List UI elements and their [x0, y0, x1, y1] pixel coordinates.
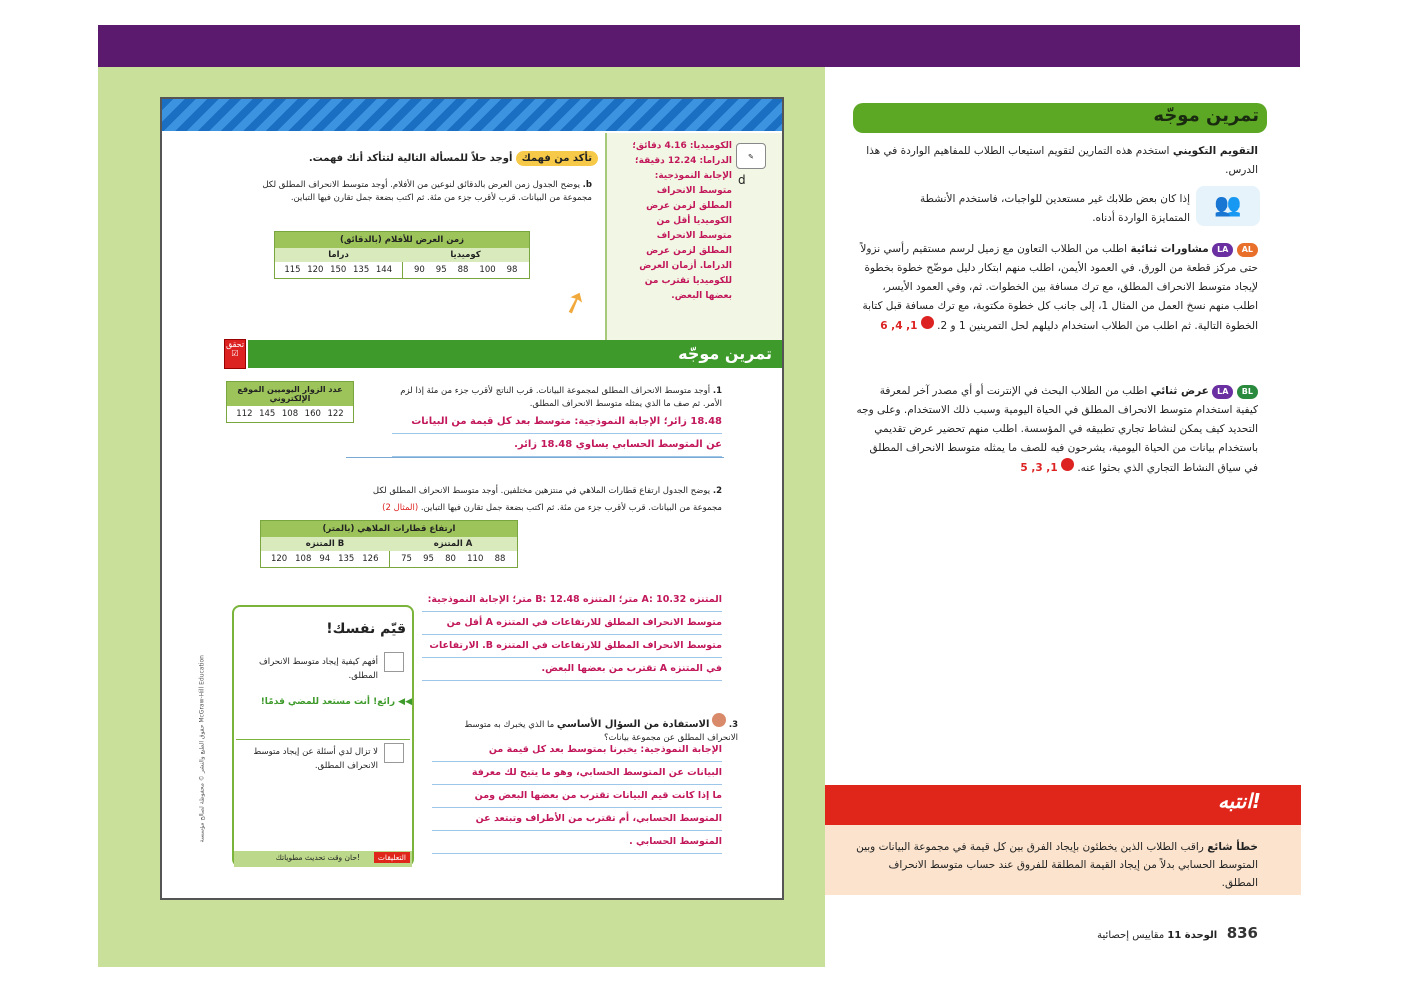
exercise-icon	[1061, 458, 1074, 471]
side-answer	[612, 139, 732, 304]
foldables-text: حان وقت تحديث مطوياتك!	[275, 853, 360, 862]
unit-title: مقاييس إحصائية	[1097, 930, 1165, 941]
q1-text: أوجد متوسط الانحراف المطلق لمجموعة البيانات. قرب الناتج لأقرب جزء من مئة إذا لزم الأمر. ثم صف ما الذي يمثله متوسط الانحراف المطلق.	[400, 386, 722, 409]
park-a-value: 95	[423, 554, 434, 564]
ready-arrow-icon: ◀◀	[398, 697, 412, 707]
pair-share-label: مشاورات ثنائية	[1130, 243, 1209, 255]
side-answer-line: المطلق لزمن عرض	[646, 201, 732, 211]
self-rate-ready-text: رائع! أنت مستعد للمضي قدمًا!	[260, 697, 396, 707]
q3-text: ما الذي يخبرك به متوسط الانحراف المطلق عن مجموعة بيانات؟	[464, 720, 738, 743]
q2-number: 2.	[712, 486, 722, 496]
pair-present	[856, 382, 1258, 478]
comedy-value: 95	[435, 265, 447, 275]
q3-answer-line: المتوسط الحسابي، أم تقترب من الأطراف وتبتعد عن	[432, 808, 722, 831]
comedy-value: 88	[457, 265, 469, 275]
col-comedy: كوميديا	[450, 250, 481, 260]
q2-answer-line: متوسط الانحراف المطلق للارتفاعات في المتنزه B. الارتفاعات	[422, 635, 722, 658]
comedy-value: 98	[506, 265, 518, 275]
self-rate-divider	[236, 739, 410, 740]
side-answer-line: الدراما. أزمان العرض	[639, 261, 732, 271]
divider	[346, 457, 724, 458]
q3-answer	[432, 739, 722, 854]
visitors-value: 160	[304, 409, 321, 419]
try-it-part-b	[242, 179, 592, 205]
common-error	[856, 838, 1258, 892]
drama-value: 135	[353, 265, 370, 275]
header-stripe	[162, 99, 782, 131]
drama-value: 120	[307, 265, 324, 275]
arrow-icon: ➚	[556, 281, 593, 324]
q2-answer-line: في المتنزه A تقترب من بعضها البعض.	[422, 658, 722, 681]
drama-value: 115	[284, 265, 301, 275]
essential-question-icon	[712, 713, 726, 727]
self-rate-option-2: لا تزال لدي أسئلة عن إيجاد متوسط الانحراف المطلق.	[253, 747, 378, 771]
question-1	[392, 385, 722, 411]
pair-present-exercises: 1, 3, 5	[1020, 462, 1058, 474]
park-a-value: 75	[401, 554, 412, 564]
badge-la: LA	[1212, 243, 1233, 257]
q3-number: 3.	[728, 720, 738, 730]
self-rate-checkbox-1[interactable]	[384, 652, 404, 672]
col-park-a: المتنزه A	[433, 539, 473, 549]
notes-icon: ✎	[736, 143, 766, 169]
guided-practice-title	[248, 340, 784, 368]
visitors-value: 112	[236, 409, 253, 419]
park-a-value: 80	[445, 554, 456, 564]
self-rate-box	[232, 605, 414, 867]
group-people-icon: 👥	[1196, 186, 1260, 226]
q2-answer-line: متوسط الانحراف المطلق للارتفاعات في المتنزه A أقل من	[422, 612, 722, 635]
part-b-label: b.	[582, 180, 592, 190]
side-answer-line: الكوميديا: 4.16 دقائق؛	[632, 141, 732, 151]
park-b-value: 108	[295, 554, 312, 564]
pair-share-text: اطلب من الطلاب التعاون مع زميل لرسم مستقيم رأسي نزولاً حتى مركز قطعة من الورق. في العمود الأيمن، اطلب منهم ابتكار دليل موضّح خطوة بخطوة لإيجاد متوسط الانحراف المطلق، مع ترك مسافة بين الخطوات. ثم، وفي العمود الأيسر، اطلب منهم نسخ العمل من المثال 1، إلى جانب كل خطوة مكتوبة، مع ترك مسافة قبل كتابة الخطوة التالية. ثم اطلب من الطلاب استخدام دليلهم لحل التمرينين 1 و 2.	[860, 243, 1258, 332]
pair-present-text: اطلب من الطلاب البحث في الإنترنت أو أي مصدر آخر لمعرفة كيفية استخدام متوسط الانحراف المطلق في الحياة اليومية وسبب ذلك الاستخدام. وعلى وجه التحديد كيف يمكن لنشاط تجاري تطبيقه في المؤسسة. اطلب منهم تحضير عرض تقديمي باستخدام بيانات من الحياة اليومية، يشرحون فيه للصف ما يمثله متوسط الانحراف المطلق في سياق النشاط التجاري الذي بحثوا عنه.	[856, 385, 1258, 474]
side-answer-line: للكوميديا تقترب من	[644, 276, 732, 286]
part-d-letter: d	[738, 173, 746, 187]
park-b-value: 135	[338, 554, 355, 564]
side-answer-line: متوسط الانحراف	[656, 186, 732, 196]
top-banner	[98, 25, 1300, 67]
check-badge-label: تحقق	[225, 340, 245, 349]
park-b-value: 120	[270, 554, 288, 564]
badge-al: AL	[1237, 243, 1258, 257]
pair-share	[856, 240, 1258, 336]
student-page	[160, 97, 784, 900]
struggling-note: إذا كان بعض طلابك غير مستعدين للواجبات، فاستخدم الأنشطة المتمايزة الواردة أدناه.	[919, 193, 1190, 224]
coaster-table-title: ارتفاع قطارات الملاهي (بالمتر)	[261, 521, 517, 537]
q3-answer-line: الإجابة النموذجية: يخبرنا بمتوسط بعد كل قيمة من	[432, 739, 722, 762]
copyright-note: حقوق الطبع والنشر © محفوظة لصالح مؤسسة McGraw-Hill Education	[198, 655, 206, 843]
park-b-value: 94	[319, 554, 331, 564]
guided-practice-title-text: تمرين موجّه	[678, 344, 772, 363]
coaster-table	[260, 520, 518, 568]
page-number: 836	[1226, 924, 1258, 942]
q2-text: يوضح الجدول ارتفاع قطارات الملاهي في منتزهين مختلفين. أوجد متوسط الانحراف المطلق لكل مجموعة من البيانات. قرب لأقرب جزء من مئة. ثم اكتب بضعة جمل تقارن فيها التباين.	[372, 486, 722, 513]
q3-lead: الاستفادة من السؤال الأساسي	[556, 719, 710, 730]
formative-text: استخدم هذه التمارين لتقويم استيعاب الطلاب للمفاهيم الواردة في هذا الدرس.	[866, 145, 1258, 176]
comedy-value: 100	[479, 265, 496, 275]
q2-example-ref: (المثال 2)	[382, 503, 419, 513]
comedy-value: 90	[413, 265, 425, 275]
teacher-guided-practice-title	[853, 103, 1267, 133]
self-rate-option-1: أفهم كيفية إيجاد متوسط الانحراف المطلق.	[258, 657, 378, 681]
badge-la: LA	[1212, 385, 1233, 399]
formative-assessment	[862, 142, 1258, 180]
try-it-heading-box	[298, 151, 598, 166]
visitors-table-title: عدد الزوار اليوميين الموقع الإلكتروني	[227, 382, 353, 406]
attention-banner	[825, 785, 1301, 825]
pair-share-exercises: 1, 4, 6	[880, 320, 918, 332]
self-rate-title: قيّم نفسك!	[326, 621, 406, 637]
q2-answer	[422, 589, 722, 681]
visitors-table	[226, 381, 354, 423]
visitors-value: 122	[327, 409, 344, 419]
page-footer	[1040, 924, 1258, 942]
formative-label: التقويم التكويني	[1172, 145, 1258, 157]
try-it-heading: تأكد من فهمك	[516, 151, 598, 166]
col-drama: دراما	[328, 250, 349, 260]
side-answer-line: الدراما: 12.24 دقيقة؛	[635, 156, 732, 166]
q3-answer-line: البيانات عن المتوسط الحسابي، وهو ما يتيح لك معرفة	[432, 762, 722, 785]
exercise-icon	[921, 316, 934, 329]
movies-table	[274, 231, 530, 279]
question-2	[342, 483, 722, 517]
park-a-value: 88	[494, 554, 506, 564]
side-answer-line: بعضها البعض.	[671, 291, 732, 301]
pair-present-label: عرض ثنائي	[1150, 385, 1209, 397]
part-b-text: يوضح الجدول زمن العرض بالدقائق لنوعين من الأفلام. أوجد متوسط الانحراف المطلق لكل مجموعة من البيانات. قرب لأقرب جزء من مئة. ثم اكتب بضعة جمل تقارن فيها التباين.	[262, 180, 592, 203]
q1-answer	[392, 411, 722, 457]
movies-table-title: زمن العرض للأفلام (بالدقائق)	[275, 232, 529, 248]
visitors-value: 108	[281, 409, 299, 419]
drama-value: 150	[330, 265, 347, 275]
teacher-title-text: تمرين موجّه	[1153, 105, 1259, 126]
col-park-b: المتنزه B	[305, 539, 345, 549]
side-answer-line: المطلق لزمن عرض	[646, 246, 732, 256]
park-b-value: 126	[362, 554, 379, 564]
q1-number: 1.	[712, 386, 722, 396]
side-answer-line: متوسط الانحراف	[656, 231, 732, 241]
q3-answer-line: المتوسط الحسابي .	[432, 831, 722, 854]
self-rate-checkbox-2[interactable]	[384, 743, 404, 763]
attention-title: انتبه!	[1217, 789, 1261, 813]
q1-answer-line: عن المتوسط الحسابي يساوي 18.48 زائر.	[392, 434, 722, 457]
side-answer-line: الإجابة النموذجية:	[654, 171, 732, 181]
q3-answer-line: ما إذا كانت قيم البيانات تقترب من بعضها البعض ومن	[432, 785, 722, 808]
drama-value: 144	[375, 265, 393, 275]
foldables-badge: التعليقات	[374, 852, 410, 863]
try-it-intro: أوجد حلاً للمسألة التالية لتتأكد أنك فهمت.	[308, 153, 513, 164]
self-rate-ready	[242, 697, 412, 707]
check-badge: تحقق ☑	[224, 339, 246, 369]
unit-label: الوحدة 11	[1167, 930, 1218, 941]
q2-answer-line: المتنزه A: 10.32 متر؛ المتنزه B: 12.48 متر؛ الإجابة النموذجية:	[422, 589, 722, 612]
side-answer-line: الكوميديا أقل من	[656, 216, 732, 226]
park-a-value: 110	[467, 554, 484, 564]
visitors-value: 145	[259, 409, 276, 419]
q1-answer-line: 18.48 زائر؛ الإجابة النموذجية: متوسط بعد كل قيمة من البيانات	[392, 411, 722, 434]
common-error-text: راقب الطلاب الذين يخطئون بإيجاد الفرق بين كل قيمة في مجموعة البيانات وبين المتوسط الحسابي بدلاً من إيجاد القيمة المطلقة للفروق عند حساب متوسط الانحراف المطلق.	[856, 841, 1258, 889]
self-rate-footer	[234, 851, 412, 867]
badge-bl: BL	[1237, 385, 1258, 399]
common-error-label: خطأ شائع	[1207, 841, 1258, 853]
